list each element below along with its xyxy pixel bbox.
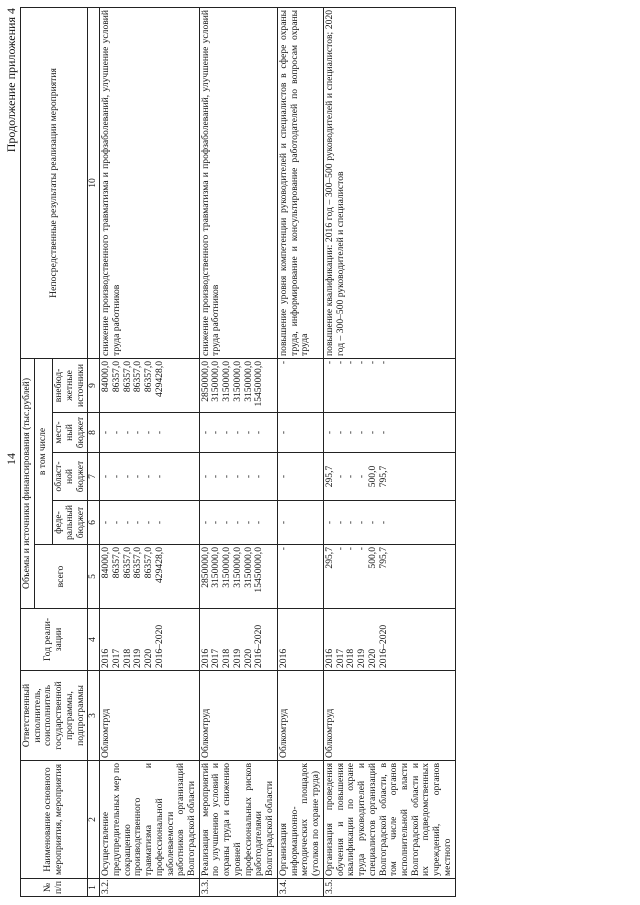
row-name: Реализация мероприятий по улучшению условий и охраны труда и снижению уровней профессиональных рисков работодателями Волгоградской области bbox=[199, 761, 277, 879]
row-extra-value: - bbox=[377, 360, 389, 365]
row-local-value: - bbox=[221, 430, 233, 435]
row-local bbox=[199, 413, 277, 453]
header-name: Наименование основного мероприятия, мероприятия bbox=[21, 761, 88, 879]
row-extra-value: - bbox=[334, 360, 346, 365]
row-local-value: - bbox=[100, 430, 112, 435]
row-local-value: - bbox=[143, 430, 155, 435]
row-local-value: - bbox=[153, 430, 165, 435]
row-local-value: - bbox=[231, 430, 243, 435]
row-total-value: 3150000,0 bbox=[231, 547, 243, 588]
row-regional-value: - bbox=[121, 474, 133, 479]
row-extra-value: 2850000,0 bbox=[199, 360, 211, 402]
row-years-value: 2018 bbox=[221, 648, 233, 668]
column-number: 3 bbox=[88, 671, 100, 761]
row-local-value: - bbox=[242, 430, 254, 435]
row-regional-value: - bbox=[132, 474, 144, 479]
row-local-value: - bbox=[366, 430, 378, 435]
row-total-value: 86357,0 bbox=[132, 547, 144, 579]
row-years-value: 2016–2020 bbox=[253, 624, 265, 668]
row-regional bbox=[100, 453, 200, 501]
row-total-value: 3150000,0 bbox=[242, 547, 254, 588]
row-extra-value: 429428,0 bbox=[153, 360, 165, 397]
row-extra-value: 3150000,0 bbox=[210, 360, 222, 402]
row-local-value: - bbox=[121, 430, 133, 435]
row-years-value: 2020 bbox=[143, 648, 155, 668]
column-number: 5 bbox=[88, 545, 100, 609]
row-name: Организация проведения обучения и повышения квалификации по охране труда руководителей и специалистов организаций Волгоградской области, в том числе органов исполнительной власти Волгоградской области и их подведомственных учреждений, органов местного bbox=[323, 761, 455, 879]
row-federal-value: - bbox=[231, 520, 243, 525]
row-federal-value: - bbox=[242, 520, 254, 525]
row-federal-value: - bbox=[377, 520, 389, 525]
row-extra-value: 3150000,0 bbox=[242, 360, 254, 402]
row-extra-value: - bbox=[345, 360, 357, 365]
row-executor: Облкомтруд bbox=[323, 671, 455, 761]
row-years-value: 2016–2020 bbox=[153, 624, 165, 668]
row-years-value: 2018 bbox=[121, 648, 133, 668]
row-regional-value: - bbox=[153, 474, 165, 479]
row-executor: Облкомтруд bbox=[199, 671, 277, 761]
row-regional-value: - bbox=[334, 474, 346, 479]
column-number: 9 bbox=[88, 358, 100, 412]
row-total-value: 3150000,0 bbox=[221, 547, 233, 588]
header-funding: Объемы и источники финансирования (тыс.рублей) bbox=[21, 358, 35, 608]
row-total-value: 3150000,0 bbox=[210, 547, 222, 588]
table-body bbox=[88, 7, 455, 896]
row-total-value: - bbox=[334, 547, 346, 551]
row-total bbox=[277, 545, 323, 609]
column-number: 1 bbox=[88, 879, 100, 897]
row-years-value: 2020 bbox=[242, 648, 254, 668]
row-extra-value: 86357,0 bbox=[143, 360, 155, 393]
row-extra-value: 86357,0 bbox=[132, 360, 144, 393]
row-years-value: 2018 bbox=[345, 648, 357, 668]
row-federal-value: - bbox=[345, 520, 357, 525]
row-local-value: - bbox=[199, 430, 211, 435]
row-federal-value: - bbox=[143, 520, 155, 525]
row-number: 3.2. bbox=[100, 879, 200, 897]
row-total-value: - bbox=[356, 547, 368, 551]
row-local-value: - bbox=[356, 430, 368, 435]
row-number: 3.5. bbox=[323, 879, 455, 897]
row-local-value: - bbox=[277, 430, 289, 435]
row-years-value: 2017 bbox=[210, 648, 222, 668]
row-extra-value: 86357,0 bbox=[121, 360, 133, 393]
row-local-value: - bbox=[253, 430, 265, 435]
row-federal bbox=[323, 501, 455, 545]
header-executor: Ответственный исполнитель, соисполнитель государственной программы, подпрограммы bbox=[21, 671, 88, 761]
row-extra-value: - bbox=[356, 360, 368, 365]
row-extra bbox=[199, 358, 277, 412]
row-local bbox=[323, 413, 455, 453]
row-regional-value: 795,7 bbox=[377, 465, 389, 488]
row-federal bbox=[199, 501, 277, 545]
row-years-value: 2019 bbox=[231, 648, 243, 668]
row-years-value: 2019 bbox=[132, 648, 144, 668]
row-federal bbox=[277, 501, 323, 545]
row-total-value: 795,7 bbox=[377, 547, 389, 569]
row-local-value: - bbox=[132, 430, 144, 435]
row-total-value: 15450000,0 bbox=[253, 547, 265, 593]
row-local bbox=[100, 413, 200, 453]
row-local bbox=[277, 413, 323, 453]
row-federal-value: - bbox=[110, 520, 122, 525]
row-total bbox=[199, 545, 277, 609]
row-local-value: - bbox=[334, 430, 346, 435]
row-federal-value: - bbox=[153, 520, 165, 525]
row-federal bbox=[100, 501, 200, 545]
row-regional-value: - bbox=[253, 474, 265, 479]
header-federal: феде-ральный бюджет bbox=[53, 501, 88, 545]
row-regional-value: - bbox=[356, 474, 368, 479]
header-result: Непосредственные результаты реализации мероприятия bbox=[21, 7, 88, 358]
row-years-value: 2016 bbox=[323, 648, 335, 668]
row-federal-value: - bbox=[210, 520, 222, 525]
row-extra-value: 84000,0 bbox=[100, 360, 112, 393]
column-number: 10 bbox=[88, 7, 100, 358]
row-years-value: 2016 bbox=[277, 648, 289, 668]
row-regional-value: - bbox=[100, 474, 112, 479]
row-executor: Облкомтруд bbox=[277, 671, 323, 761]
row-total-value: 295,7 bbox=[323, 547, 335, 569]
row-extra-value: 3150000,0 bbox=[231, 360, 243, 402]
row-years bbox=[199, 609, 277, 671]
column-number: 8 bbox=[88, 413, 100, 453]
row-years bbox=[323, 609, 455, 671]
header-extra: внебюд-жетные источники bbox=[53, 358, 88, 412]
column-number: 4 bbox=[88, 609, 100, 671]
row-federal-value: - bbox=[253, 520, 265, 525]
row-years-value: 2016 bbox=[100, 648, 112, 668]
row-local-value: - bbox=[345, 430, 357, 435]
row-total-value: 86357,0 bbox=[121, 547, 133, 579]
row-extra-value: - bbox=[277, 360, 289, 365]
row-name: Организация информационно-методических площадок (уголков по охране труда) bbox=[277, 761, 323, 879]
row-years-value: 2016–2020 bbox=[377, 624, 389, 668]
table-row bbox=[100, 7, 200, 896]
row-federal-value: - bbox=[277, 520, 289, 525]
row-regional-value: - bbox=[210, 474, 222, 479]
row-total-value: 84000,0 bbox=[100, 547, 112, 579]
row-regional-value: - bbox=[242, 474, 254, 479]
appendix-label: Продолжение приложения 4 bbox=[4, 8, 18, 153]
row-result: снижение производственного травматизма и профзаболеваний, улучшение условий труда работников bbox=[100, 7, 200, 358]
row-regional-value: 295,7 bbox=[323, 465, 335, 488]
row-local-value: - bbox=[210, 430, 222, 435]
column-number: 2 bbox=[88, 761, 100, 879]
row-federal-value: - bbox=[323, 520, 335, 525]
row-federal-value: - bbox=[366, 520, 378, 525]
row-years-value: 2020 bbox=[366, 648, 378, 668]
row-regional-value: - bbox=[221, 474, 233, 479]
row-extra bbox=[100, 358, 200, 412]
row-number: 3.3. bbox=[199, 879, 277, 897]
row-total-value: 500,0 bbox=[366, 547, 378, 569]
table-row bbox=[277, 7, 323, 896]
row-regional-value: - bbox=[277, 474, 289, 479]
header-num: № п/п bbox=[21, 879, 88, 897]
column-number: 6 bbox=[88, 501, 100, 545]
row-total-value: 86357,0 bbox=[110, 547, 122, 579]
row-total-value: 2850000,0 bbox=[199, 547, 211, 588]
row-federal-value: - bbox=[221, 520, 233, 525]
table-row bbox=[323, 7, 455, 896]
header-regional: област-ной бюджет bbox=[53, 453, 88, 501]
row-total-value: 86357,0 bbox=[143, 547, 155, 579]
row-years-value: 2016 bbox=[199, 648, 211, 668]
row-extra-value: 15450000,0 bbox=[253, 360, 265, 407]
row-extra bbox=[323, 358, 455, 412]
row-federal-value: - bbox=[356, 520, 368, 525]
row-federal-value: - bbox=[121, 520, 133, 525]
row-regional-value: - bbox=[143, 474, 155, 479]
header-local: мест-ный бюджет bbox=[53, 413, 88, 453]
row-total bbox=[323, 545, 455, 609]
row-years bbox=[100, 609, 200, 671]
row-number: 3.4. bbox=[277, 879, 323, 897]
row-local-value: - bbox=[110, 430, 122, 435]
row-years bbox=[277, 609, 323, 671]
column-number: 7 bbox=[88, 453, 100, 501]
table-row bbox=[199, 7, 277, 896]
header-year: Год реали-зации bbox=[21, 609, 88, 671]
row-total-value: 429428,0 bbox=[153, 547, 165, 583]
page-number: 14 bbox=[4, 453, 18, 465]
row-regional-value: - bbox=[231, 474, 243, 479]
row-regional-value: 500,0 bbox=[366, 465, 378, 488]
row-extra-value: 3150000,0 bbox=[221, 360, 233, 402]
row-result: повышение квалификации: 2016 год – 300–500 руководителей и специалистов; 2020 год – 300–500 руководителей и специалистов bbox=[323, 7, 455, 358]
row-regional-value: - bbox=[345, 474, 357, 479]
header-including: в том числе bbox=[34, 358, 52, 544]
header-total: всего bbox=[34, 545, 88, 609]
row-federal-value: - bbox=[132, 520, 144, 525]
row-result: повышение уровня компетенции руководителей и специалистов в сфере охраны труда, информирование и консультирование работодателей по вопросам охраны труда bbox=[277, 7, 323, 358]
row-result: снижение производственного травматизма и профзаболеваний, улучшение условий труда работников bbox=[199, 7, 277, 358]
row-regional bbox=[199, 453, 277, 501]
row-federal-value: - bbox=[100, 520, 112, 525]
row-federal-value: - bbox=[334, 520, 346, 525]
row-local-value: - bbox=[377, 430, 389, 435]
row-total bbox=[100, 545, 200, 609]
row-extra-value: - bbox=[323, 360, 335, 365]
row-regional bbox=[323, 453, 455, 501]
row-years-value: 2017 bbox=[334, 648, 346, 668]
row-extra bbox=[277, 358, 323, 412]
row-total-value: - bbox=[277, 547, 289, 551]
row-regional-value: - bbox=[110, 474, 122, 479]
row-name: Осуществление предупредительных мер по сокращению производственного травматизма и профессиональной заболеваемости работников организаций Волгоградской области bbox=[100, 761, 200, 879]
column-number-row bbox=[88, 7, 100, 896]
row-local-value: - bbox=[323, 430, 335, 435]
row-extra-value: - bbox=[366, 360, 378, 365]
row-regional bbox=[277, 453, 323, 501]
row-federal-value: - bbox=[199, 520, 211, 525]
row-years-value: 2019 bbox=[356, 648, 368, 668]
row-total-value: - bbox=[345, 547, 357, 551]
row-executor: Облкомтруд bbox=[100, 671, 200, 761]
row-regional-value: - bbox=[199, 474, 211, 479]
row-years-value: 2017 bbox=[110, 648, 122, 668]
row-extra-value: 86357,0 bbox=[110, 360, 122, 393]
program-table bbox=[20, 7, 456, 897]
